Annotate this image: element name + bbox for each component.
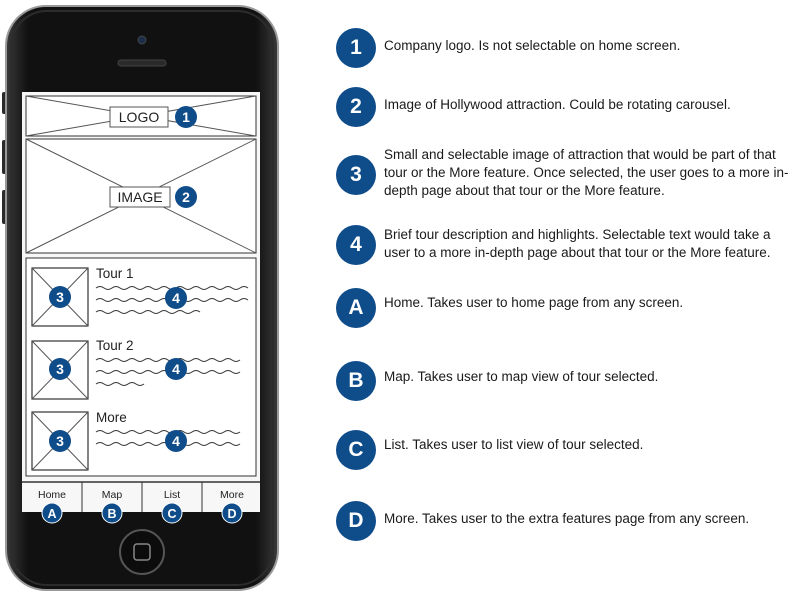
marker-badge: B [336,361,376,401]
legend-item [336,147,800,215]
nav-home-button[interactable]: Home [37,489,67,501]
marker-label: 3 [56,289,64,305]
legend-item [336,28,800,72]
image-label: IMAGE [117,189,163,205]
marker-label: 2 [182,189,190,205]
marker-badge: 2 [336,87,376,127]
tour-title[interactable]: More [96,410,127,425]
marker-label: 3 [56,433,64,449]
marker-badge: C [336,430,376,470]
home-hardware-button [120,530,164,574]
marker-badge: 3 [336,155,376,195]
legend-text: More. Takes user to the extra features page from any screen. [384,511,750,526]
legend-item [336,87,800,131]
legend-text: Map. Takes user to map view of tour selected. [384,369,659,384]
image-placeholder [26,139,256,253]
marker-label: B [107,507,117,521]
legend-item [336,361,800,405]
marker-badge: D [336,501,376,541]
marker-label: 4 [172,361,180,377]
marker-label: D [227,507,237,521]
front-camera-icon [138,36,146,44]
legend-text: List. Takes user to list view of tour selected. [384,437,644,452]
nav-more-button[interactable]: More [220,489,244,501]
phone-wireframe [0,0,290,600]
legend-item [336,430,800,474]
marker-label: 4 [172,290,180,306]
legend-text: Brief tour description and highlights. Selectable text would take a user to a more in-depth page about that tour or the More feature. [384,227,771,260]
logo-label: LOGO [118,109,160,125]
legend-text: Company logo. Is not selectable on home screen. [384,38,681,53]
legend-item [336,288,800,332]
marker-badge: 4 [336,225,376,265]
marker-badge: A [336,288,376,328]
legend-item [336,225,800,269]
logo-placeholder [26,96,256,136]
nav-list-button[interactable]: List [163,489,181,501]
marker-badge: 1 [336,28,376,68]
marker-label: A [47,507,57,521]
tour-title[interactable]: Tour 2 [96,338,134,353]
legend-text: Home. Takes user to home page from any screen. [384,295,684,310]
tour-title[interactable]: Tour 1 [96,266,134,281]
marker-label: C [167,507,177,521]
nav-map-button[interactable]: Map [101,489,123,501]
marker-label: 4 [172,433,180,449]
speaker-grille [118,60,166,66]
marker-label: 3 [56,361,64,377]
marker-label: 1 [182,109,190,125]
marker-badge [175,106,197,128]
legend-text: Image of Hollywood attraction. Could be rotating carousel. [384,97,731,112]
legend-item [336,501,800,545]
marker-badge [175,186,197,208]
legend-text: Small and selectable image of attraction that would be part of that tour or the More feature. Once selected, the user goes to a more in-depth page about that tour or the More feature. [384,147,789,198]
